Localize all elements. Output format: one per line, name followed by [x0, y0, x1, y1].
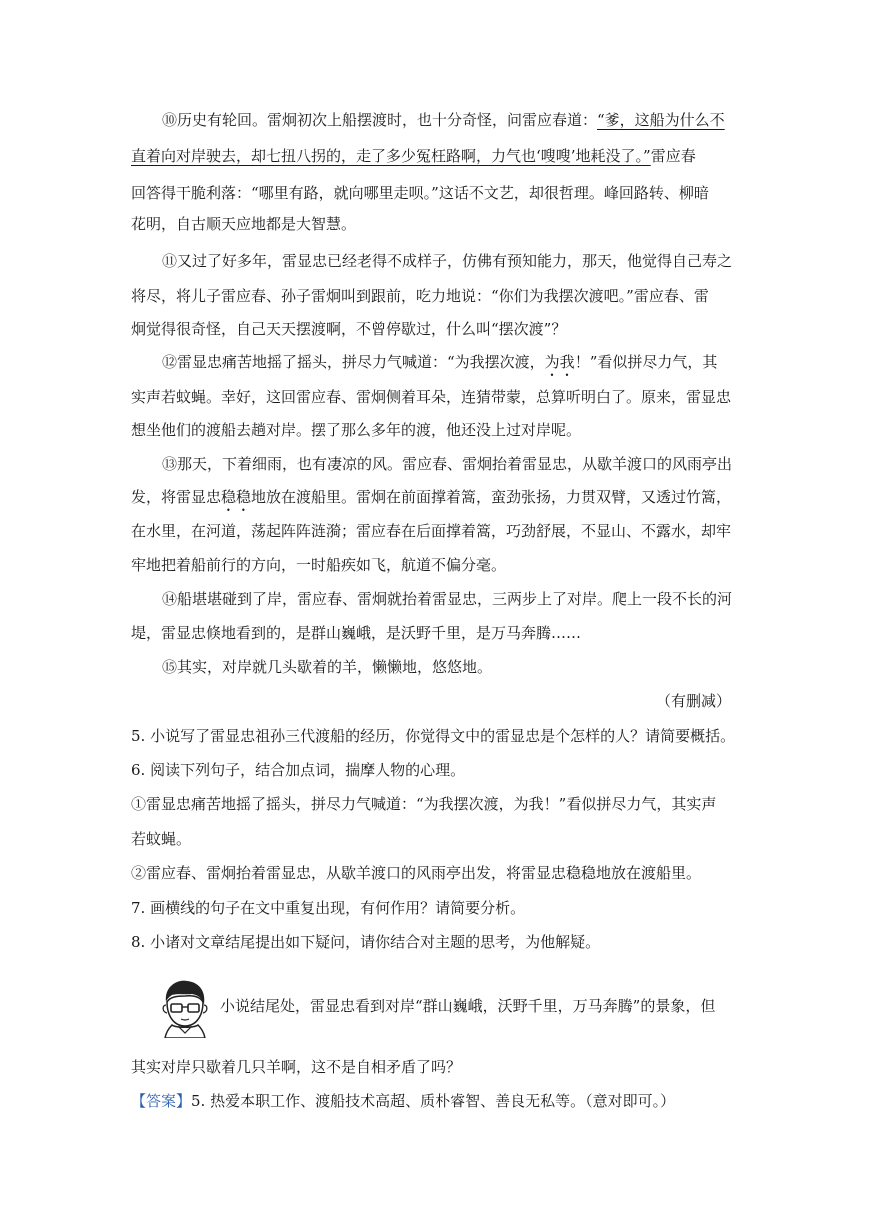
p13-line2: 发，将雷显忠稳稳地放在渡船里。雷炯在前面撑着篙，蛮劲张扬，力贯双臂，又透过竹篙， — [131, 488, 732, 506]
p11-line3: 炯觉得很奇怪，自己天天摆渡啊，不曾停歇过，什么叫“摆次渡”？ — [131, 320, 567, 338]
p11-line1: ⑪又过了好多年，雷显忠已经老得不成样子，仿佛有预知能力，那天，他觉得自己寿之 — [162, 252, 733, 270]
p10-line4: 花明，自古顺天应地都是大智慧。 — [131, 215, 357, 233]
answer-line — [131, 1091, 675, 1111]
boy-avatar-icon — [160, 978, 210, 1038]
question-6-item2: ②雷应春、雷炯抬着雷显忠，从歇羊渡口的风雨亭出发，将雷显忠稳稳地放在渡船里。 — [131, 864, 702, 882]
p13-line1: ⑬那天，下着细雨，也有凄凉的风。雷应春、雷炯抬着雷显忠，从歇羊渡口的风雨亭出 — [162, 455, 733, 473]
p12-line1: ⑫雷显忠痛苦地摇了摇头，拼尽力气喊道：“为我摆次渡，为我！”看似拼尽力气，其 — [162, 353, 718, 371]
p11-line2: 将尽，将儿子雷应春、孙子雷炯叫到跟前，吃力地说：“你们为我摆次渡吧。”雷应春、雷 — [131, 287, 709, 305]
p12-line2: 实声若蚊蝇。幸好，这回雷应春、雷炯侧着耳朵，连猜带蒙，总算听明白了。原来，雷显忠 — [131, 388, 732, 406]
abridged-note: （有删减） — [655, 692, 731, 710]
p12-line3: 想坐他们的渡船去趟对岸。摆了那么多年的渡，他还没上过对岸呢。 — [131, 421, 582, 439]
dotted-words-wei-wo: 为我 — [544, 353, 575, 371]
p14-line2: 堤，雷显忠倏地看到的，是群山巍峨，是沃野千里，是万马奔腾…… — [131, 624, 582, 642]
question-8: 8. 小诸对文章结尾提出如下疑问，请你结合对主题的思考，为他解疑。 — [131, 933, 601, 951]
question-6: 6. 阅读下列句子，结合加点词，揣摩人物的心理。 — [131, 761, 466, 779]
question-6-item1-line2: 若蚊蝇。 — [131, 830, 192, 848]
answer-text: 5. 热爱本职工作、渡船技术高超、质朴睿智、善良无私等。（意对即可。） — [191, 1092, 676, 1110]
question-7: 7. 画横线的句子在文中重复出现，有何作用？请简要分析。 — [131, 899, 526, 917]
p13-line4: 牢地把着船前行的方向，一时船疾如飞，航道不偏分毫。 — [131, 556, 507, 574]
p14-line1: ⑭船堪堪碰到了岸，雷应春、雷炯就抬着雷显忠，三两步上了对岸。爬上一段不长的河 — [162, 590, 733, 608]
p15-line1: ⑮其实，对岸就几头歇着的羊，懒懒地，悠悠地。 — [162, 658, 493, 676]
question-8-quote-line2: 其实对岸只歇着几只羊啊，这不是自相矛盾了吗？ — [131, 1058, 462, 1076]
question-8-quote-line1: 小说结尾处，雷显忠看到对岸“群山巍峨，沃野千里，万马奔腾”的景象，但 — [220, 997, 716, 1015]
p10-underline-1: “爹，这船为什么不 — [597, 111, 725, 129]
p10-line2: 直着向对岸驶去，却七扭八拐的，走了多少冤枉路啊，力气也‘嗖嗖’地耗没了。”雷应春 — [131, 147, 696, 165]
p10-underline-2: 直着向对岸驶去，却七扭八拐的，走了多少冤枉路啊，力气也‘嗖嗖’地耗没了。” — [131, 147, 651, 165]
p13-line3: 在水里，在河道，荡起阵阵涟漪；雷应春在后面撑着篙，巧劲舒展，不显山、不露水，却牢 — [131, 522, 732, 540]
p10-line3: 回答得干脆利落：“哪里有路，就向哪里走呗。”这话不文艺，却很哲理。峰回路转、柳暗 — [131, 184, 709, 202]
question-6-item1-line1: ①雷显忠痛苦地摇了摇头，拼尽力气喊道：“为我摆次渡，为我！”看似拼尽力气，其实声 — [131, 795, 717, 813]
dotted-words-wen-wen: 稳稳 — [221, 488, 252, 506]
p10-line1: ⑩历史有轮回。雷炯初次上船摆渡时，也十分奇怪，问雷应春道：“爹，这船为什么不 — [162, 111, 725, 129]
answer-tag: 【答案】 — [131, 1092, 192, 1110]
question-5: 5. 小说写了雷显忠祖孙三代渡船的经历，你觉得文中的雷显忠是个怎样的人？请简要概括。 — [131, 727, 736, 745]
